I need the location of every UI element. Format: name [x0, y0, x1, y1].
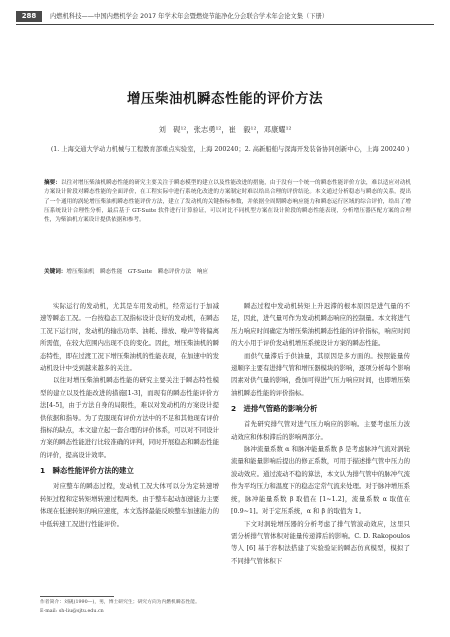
- author-bio: 作者简介：刘砚(1990—)，男，博士研究生；研究方向为内燃机瞬态性能。: [40, 600, 200, 605]
- paragraph: 瞬态过程中发动机转矩上升迟滞的根本原因是进气量的不足，因此，进气量可作为发动机瞬态响应的控制量。本文将进气压力响应时间确定为增压柴油机瞬态性能的评价指标，响应时间的大小用于评价发动机增压系统设计方案的瞬态性能。: [231, 302, 410, 348]
- paragraph: 对应整车的瞬态过程，发动机工况大体可以分为定转速增转矩过程和定转矩增转速过程两类。由于整车起动加速能力主要体现在低速转矩的响应速度，本文选择最能反映整车加速能力的中低转速工况进行性能评价。: [40, 482, 219, 528]
- paragraph: 而供气量滞后于供油量，其原因是多方面的。按照能量传递顺序主要有进排气管和增压器模块的影响，逐项分析每个影响因素对供气量的影响，叠加可得进气压力响应时间，也即增压柴油机瞬态性能的评价指标。: [231, 351, 410, 397]
- paragraph: 实际运行的发动机，尤其是车用发动机，经常运行于加减速等瞬态工况。一台按稳态工况指标设计良好的发动机，在瞬态工况下运行时，发动机的输出功率、油耗、排放、噪声等将偏离所需值，在较大范围内出现不良的变化。因此，增压柴油机的瞬态特性，即在过渡工况下增压柴油机的性能表现，在加速中的发动机设计中受到越来越多的关注。: [40, 302, 219, 373]
- paragraph: 以往对增压柴油机瞬态性能的研究主要关注于瞬态特性模型的建立以及性能改进的措施[1-3]，而现有的瞬态性能评价方法[4-5]，由于方法自身的局限性，难以对发动机的方案设计提供依据和指导。为了克服现有评价方法中的不足和其他现有评价指标的缺点，本文建立起一套合理的评价体系，可以对不同设计方案的瞬态性能进行比较准确的评判，同时开展稳态和瞬态性能的评价，提高设计效率。: [40, 376, 219, 459]
- keywords-label: 关键词：: [44, 269, 67, 275]
- running-header: [0, 11, 450, 23]
- abstract-label: 摘要：: [44, 180, 61, 186]
- journal-title: 内燃机科技——中国内燃机学会 2017 年学术年会暨燃烧节能净化分会联合学术年会论文集（下册）: [50, 13, 329, 20]
- paragraph: 脉冲流量系数 α 和脉冲能量系数 β 是考虑脉冲气流对涡轮流量和能量影响后提出的修正系数，可用于描述排气管中压力的波动效应。通过流动不稳的算法，本文认为排气管中的脉冲气流作为平均压力和温度下的稳态定常气流来处理。对于脉冲增压系统，脉冲能量系数 β 取值在 [1~1.2]，流量系数 α 取值在 [0.9~1]。对于定压系统，α 和 β 的取值为 1。: [231, 445, 410, 516]
- footnote: [40, 598, 220, 616]
- abstract: [44, 179, 411, 225]
- section-heading: 1 瞬态性能评价方法的建立: [40, 466, 134, 476]
- section-heading: 2 进排气管路的影响分析: [231, 404, 318, 414]
- keywords-text: 增压柴油机 瞬态性能 GT-Suite 瞬态评价方法 响应: [66, 269, 209, 275]
- author-email: E-mail: sh-liu@sjtu.edu.cn: [40, 609, 104, 614]
- affiliation: (1. 上海交通大学动力机械与工程教育部重点实验室，上海 200240；2. 高新船舶与深海开发装备协同创新中心，上海 200240 ): [50, 146, 410, 153]
- paragraph: 下文对涡轮增压器的分析考虑了排气管波动效应，这里只需分析排气管体积对能量传递滞后的影响。C. D. Rakopoulos 等人 [6] 基于容积法搭建了实验验证的瞬态仿真模型，模拟了不同排气管体积下: [231, 519, 410, 565]
- body-column-right: [231, 300, 410, 567]
- header-divider: [16, 24, 434, 25]
- paper-title: 增压柴油机瞬态性能的评价方法: [127, 91, 323, 107]
- page-number: 288: [16, 11, 42, 22]
- paragraph: 首先研究排气管对进气压力响应的影响。主要考虑压力波动效应和体积滞后的影响两部分。: [231, 420, 410, 441]
- footnote-divider: [40, 596, 114, 597]
- keywords: [44, 268, 411, 277]
- body-column-left: [40, 300, 219, 530]
- author-list: 刘 砚¹²，张志勇¹²，崔 毅¹²，邓康耀¹²: [158, 125, 292, 134]
- abstract-text: 以往对增压柴油机瞬态性能的研究主要关注于瞬态模型的建立以及性能改进的措施，由于没有一个统一的瞬态性能评价方法，难以适应对动机方案设计阶段对瞬态性能的全面评价，在工程实际中进行系统化改进的方案制定时难以给出合理的评价结论。本文通过分析稳态与瞬态的关系，提出了一个通用的涡轮增压柴油机瞬态性能评价方法，建立了发动机的关键指标参数，并依据全周期瞬态响应能力和瞬态运行区域的综合评价，给出了增压系统设计合理性分析，最后基于 GT-Suite 软件进行计算验证，可以对比不同机型方案在设计阶段的瞬态性能表现，分析增压器匹配方案的合理性，为柴油机方案设计提供依据和参考。: [44, 180, 411, 224]
